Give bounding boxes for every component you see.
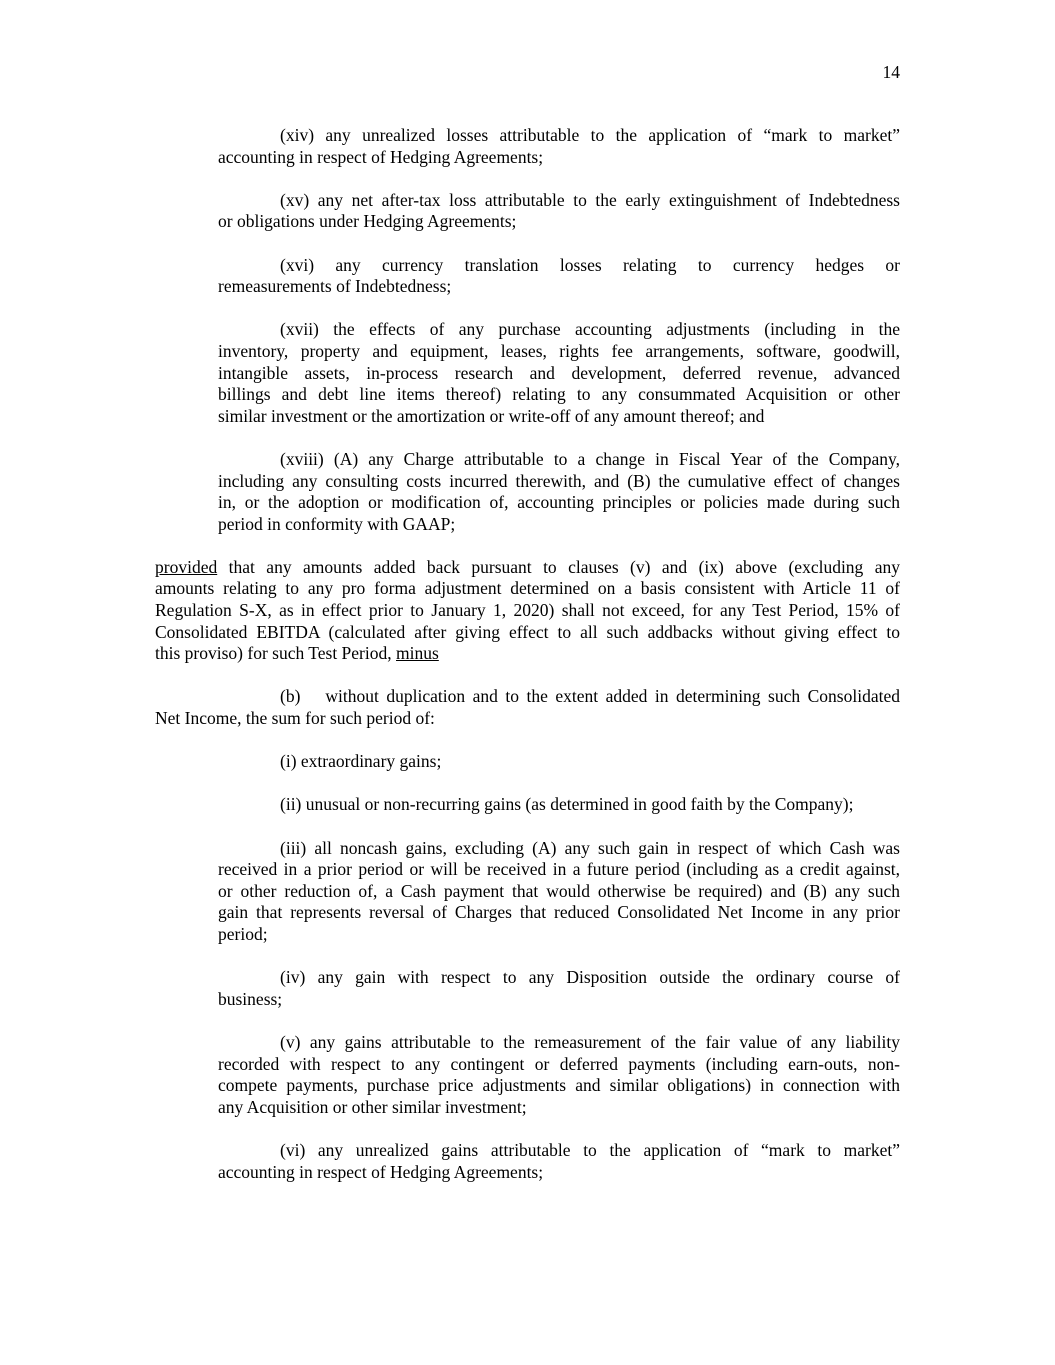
clause-vi: [218, 1140, 900, 1183]
clause-ii: [218, 794, 900, 816]
text-line: (vi) any unrealized gains attributable to the application of “mark to market”: [280, 1139, 900, 1160]
text-line: (xvi) any currency translation losses relating to currency hedges or: [280, 254, 900, 275]
text-line: amounts relating to any pro forma adjustment determined on a basis consistent with Article 11 of: [155, 578, 900, 599]
text-line: gain that represents reversal of Charges that reduced Consolidated Net Income in any prior: [218, 902, 900, 923]
text-line: [155, 643, 900, 665]
text-line: received in a prior period or will be received in a future period (including as a credit against,: [218, 859, 900, 880]
clause-xviii: [218, 449, 900, 535]
text-line: Net Income, the sum for such period of:: [155, 708, 435, 729]
text-segment: that any amounts added back pursuant to clauses (v) and (ix) above (excluding any: [217, 556, 900, 577]
text-line: (xiv) any unrealized losses attributable to the application of “mark to market”: [280, 125, 900, 145]
text-line: (v) any gains attributable to the remeasurement of the fair value of any liability: [280, 1031, 900, 1052]
text-line: (i) extraordinary gains;: [280, 751, 442, 772]
text-line: period;: [218, 923, 268, 944]
text-line: billings and debt line items thereof) relating to any consummated Acquisition or other: [218, 384, 900, 405]
text-line: including any consulting costs incurred therewith, and (B) the cumulative effect of changes: [218, 470, 900, 491]
text-line: similar investment or the amortization or write-off of any amount thereof; and: [218, 405, 765, 426]
text-line: (xvii) the effects of any purchase accounting adjustments (including in the: [280, 319, 900, 340]
text-line: business;: [218, 988, 283, 1009]
text-line: [155, 557, 900, 579]
underlined-term: provided: [155, 556, 218, 577]
text-line: recorded with respect to any contingent or deferred payments (including earn-outs, non-: [218, 1053, 900, 1074]
text-line: any Acquisition or other similar investment;: [218, 1096, 527, 1117]
clause-proviso: [155, 557, 900, 665]
text-line: Consolidated EBITDA (calculated after giving effect to all such addbacks without giving effect to: [155, 621, 900, 642]
text-line: intangible assets, in-process research and development, deferred revenue, advanced: [218, 362, 900, 383]
clause-xvi: [218, 255, 900, 298]
text-line: (b) without duplication and to the extent added in determining such Consolidated: [280, 686, 900, 707]
document-body: [155, 125, 900, 1205]
text-line: (iv) any gain with respect to any Disposition outside the ordinary course of: [280, 967, 900, 988]
text-segment: this proviso) for such Test Period,: [155, 643, 397, 664]
text-line: (ii) unusual or non-recurring gains (as determined in good faith by the Company);: [280, 794, 854, 815]
clause-iv: [218, 967, 900, 1010]
text-line: accounting in respect of Hedging Agreements;: [218, 146, 544, 167]
text-line: compete payments, purchase price adjustments and similar obligations) in connection with: [218, 1075, 900, 1096]
text-line: (xv) any net after-tax loss attributable to the early extinguishment of Indebtedness: [280, 189, 900, 210]
page-number: 14: [882, 62, 900, 82]
clause-v: [218, 1032, 900, 1118]
clause-b: [155, 686, 900, 729]
underlined-term: minus: [396, 643, 439, 664]
clause-iii: [218, 838, 900, 946]
text-line: Regulation S-X, as in effect prior to January 1, 2020) shall not exceed, for any Test Period, 15% of: [155, 600, 900, 621]
clause-i: [218, 751, 900, 773]
clause-xiv: [218, 125, 900, 168]
text-line: (xviii) (A) any Charge attributable to a change in Fiscal Year of the Company,: [280, 448, 900, 469]
text-line: or obligations under Hedging Agreements;: [218, 211, 517, 232]
text-line: accounting in respect of Hedging Agreements;: [218, 1161, 544, 1182]
text-line: remeasurements of Indebtedness;: [218, 276, 452, 297]
text-line: in, or the adoption or modification of, accounting principles or policies made during such: [218, 492, 900, 513]
text-line: period in conformity with GAAP;: [218, 513, 456, 534]
clause-xv: [218, 190, 900, 233]
text-line: or other reduction of, a Cash payment that would otherwise be required) and (B) any such: [218, 880, 900, 901]
text-line: inventory, property and equipment, leases, rights fee arrangements, software, goodwill,: [218, 340, 900, 361]
text-line: (iii) all noncash gains, excluding (A) any such gain in respect of which Cash was: [280, 837, 900, 858]
clause-xvii: [218, 319, 900, 427]
